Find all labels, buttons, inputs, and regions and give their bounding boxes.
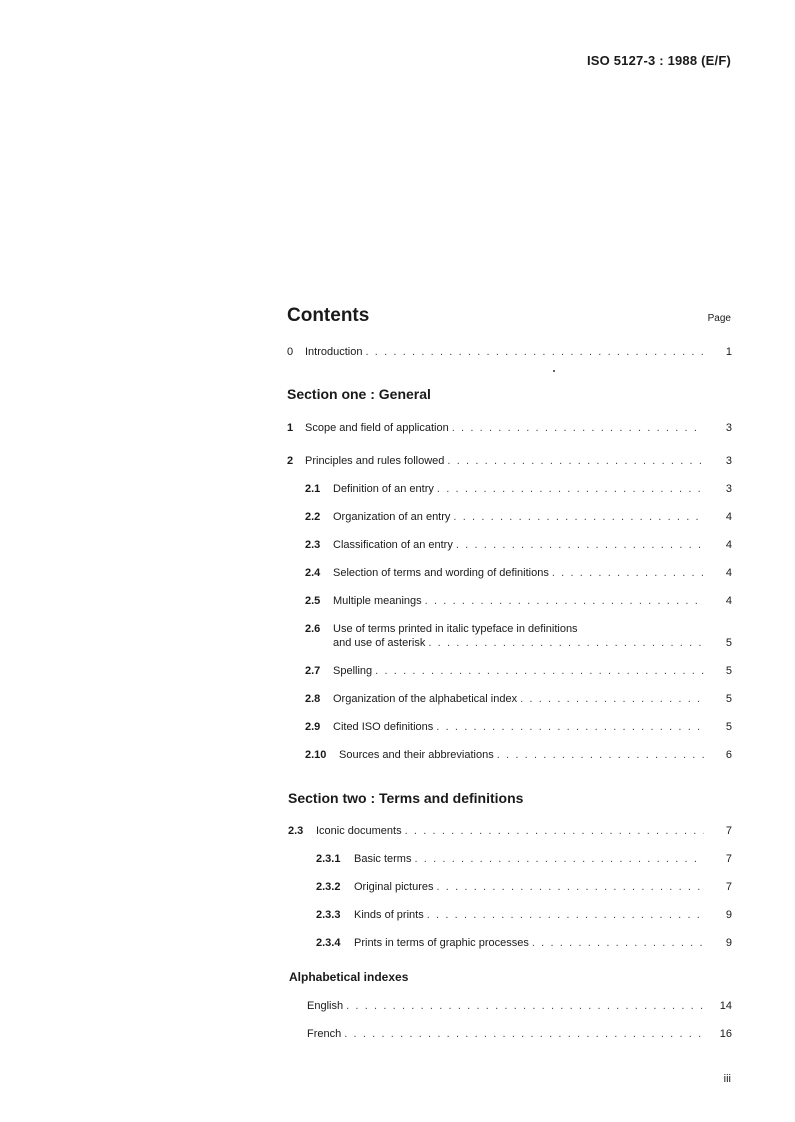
toc-entry-number: 2.1 (305, 483, 321, 495)
toc-entry-page: 7 (725, 825, 732, 837)
toc-entry-number: 2.2 (305, 511, 321, 523)
toc-entry-page: 4 (725, 567, 732, 579)
toc-subentry[interactable] (305, 538, 732, 552)
toc-entry-title: Spelling (333, 665, 373, 677)
toc-entry-page: 4 (725, 511, 732, 523)
dot-leader (436, 880, 704, 894)
toc-subentry[interactable] (316, 852, 732, 866)
scan-speck (553, 370, 555, 372)
dot-leader (436, 720, 704, 734)
toc-entry-title: Classification of an entry (333, 539, 453, 551)
toc-entry-number: 2.4 (305, 567, 321, 579)
toc-entry-number: 2.7 (305, 665, 321, 677)
toc-entry-page: 5 (725, 637, 732, 649)
section-one-title: Section one : General (287, 386, 431, 402)
toc-entry-title-line2: and use of asterisk (333, 637, 426, 649)
toc-entry-title: French (307, 1028, 342, 1040)
toc-entry-title: Organization of the alphabetical index (333, 693, 518, 705)
toc-entry-number: 2.6 (305, 623, 321, 635)
toc-entry-number: 2.3.1 (316, 853, 341, 865)
toc-subentry[interactable] (305, 594, 732, 608)
toc-subentry[interactable] (305, 482, 732, 496)
toc-entry-iconic-documents[interactable] (288, 824, 732, 838)
toc-entry-principles[interactable] (287, 454, 732, 468)
toc-subentry[interactable] (316, 936, 732, 950)
page-number: iii (723, 1073, 731, 1085)
toc-entry-title: Kinds of prints (354, 909, 424, 921)
toc-entry-title: Sources and their abbreviations (339, 749, 494, 761)
toc-entry-number: 2.3.4 (316, 937, 341, 949)
toc-entry-title: Scope and field of application (305, 422, 449, 434)
toc-entry-title: Multiple meanings (333, 595, 422, 607)
dot-leader (497, 748, 704, 762)
dot-leader (427, 908, 704, 922)
toc-entry-title: Prints in terms of graphic processes (354, 937, 529, 949)
toc-entry-number: 2.8 (305, 693, 321, 705)
toc-subentry[interactable] (305, 664, 732, 678)
toc-entry-number: 0 (287, 346, 294, 358)
toc-entry-page: 1 (725, 346, 732, 358)
toc-entry-number: 2.3.2 (316, 881, 341, 893)
toc-entry-page: 9 (725, 937, 732, 949)
dot-leader (453, 510, 704, 524)
toc-entry-title: English (307, 1000, 344, 1012)
toc-entry-page: 3 (725, 422, 732, 434)
toc-entry-title: Cited ISO definitions (333, 721, 434, 733)
toc-entry-title: Original pictures (354, 881, 434, 893)
toc-entry-title: Introduction (305, 346, 363, 358)
dot-leader (405, 824, 704, 838)
toc-entry-page: 7 (725, 881, 732, 893)
dot-leader (375, 664, 704, 678)
toc-entry-page: 6 (725, 749, 732, 761)
dot-leader (452, 421, 704, 435)
toc-index-english[interactable] (307, 999, 732, 1013)
toc-subentry[interactable] (305, 748, 732, 762)
toc-entry-number: 2.10 (305, 749, 327, 761)
toc-entry-title: Selection of terms and wording of definitions (333, 567, 549, 579)
toc-entry-title: Organization of an entry (333, 511, 451, 523)
dot-leader (365, 345, 704, 359)
toc-entry-page: 16 (719, 1028, 732, 1040)
toc-entry-number: 1 (287, 422, 294, 434)
toc-entry-scope[interactable] (287, 421, 732, 435)
toc-entry-page: 5 (725, 665, 732, 677)
toc-entry-page: 3 (725, 455, 732, 467)
dot-leader (344, 1027, 704, 1041)
toc-entry-title: Definition of an entry (333, 483, 434, 495)
page-column-label: Page (707, 313, 731, 324)
toc-index-french[interactable] (307, 1027, 732, 1041)
toc-entry-title: Iconic documents (316, 825, 402, 837)
section-two-title: Section two : Terms and definitions (288, 790, 524, 806)
toc-entry-title: Basic terms (354, 853, 412, 865)
toc-entry-number: 2.3 (288, 825, 304, 837)
toc-subentry[interactable] (333, 636, 732, 650)
toc-subentry[interactable] (305, 510, 732, 524)
dot-leader (346, 999, 704, 1013)
toc-subentry[interactable] (305, 720, 732, 734)
dot-leader (437, 482, 704, 496)
toc-entry-number: 2.3 (305, 539, 321, 551)
toc-entry-page: 14 (719, 1000, 732, 1012)
toc-subentry[interactable] (316, 880, 732, 894)
document-code: ISO 5127-3 : 1988 (E/F) (586, 53, 731, 68)
toc-entry-page: 3 (725, 483, 732, 495)
dot-leader (520, 692, 704, 706)
toc-entry-introduction[interactable] (287, 345, 732, 359)
toc-entry-page: 5 (725, 721, 732, 733)
toc-entry-page: 4 (725, 539, 732, 551)
dot-leader (414, 852, 704, 866)
toc-subentry[interactable] (305, 692, 732, 706)
dot-leader (447, 454, 704, 468)
toc-entry-page: 5 (725, 693, 732, 705)
contents-title: Contents (287, 305, 370, 326)
dot-leader (552, 566, 704, 580)
toc-entry-number: 2.9 (305, 721, 321, 733)
dot-leader (456, 538, 704, 552)
dot-leader (425, 594, 704, 608)
toc-entry-number: 2.5 (305, 595, 321, 607)
toc-entry-number: 2.3.3 (316, 909, 341, 921)
alphabetical-indexes-title: Alphabetical indexes (289, 970, 409, 984)
toc-entry-page: 4 (725, 595, 732, 607)
dot-leader (532, 936, 704, 950)
toc-subentry[interactable] (305, 566, 732, 580)
toc-entry-number: 2 (287, 455, 294, 467)
dot-leader (428, 636, 704, 650)
toc-entry-title: Principles and rules followed (305, 455, 445, 467)
toc-entry-page: 7 (725, 853, 732, 865)
toc-entry-page: 9 (725, 909, 732, 921)
toc-subentry[interactable] (316, 908, 732, 922)
toc-entry-title-line1[interactable]: Use of terms printed in italic typeface in definitions (333, 623, 578, 635)
